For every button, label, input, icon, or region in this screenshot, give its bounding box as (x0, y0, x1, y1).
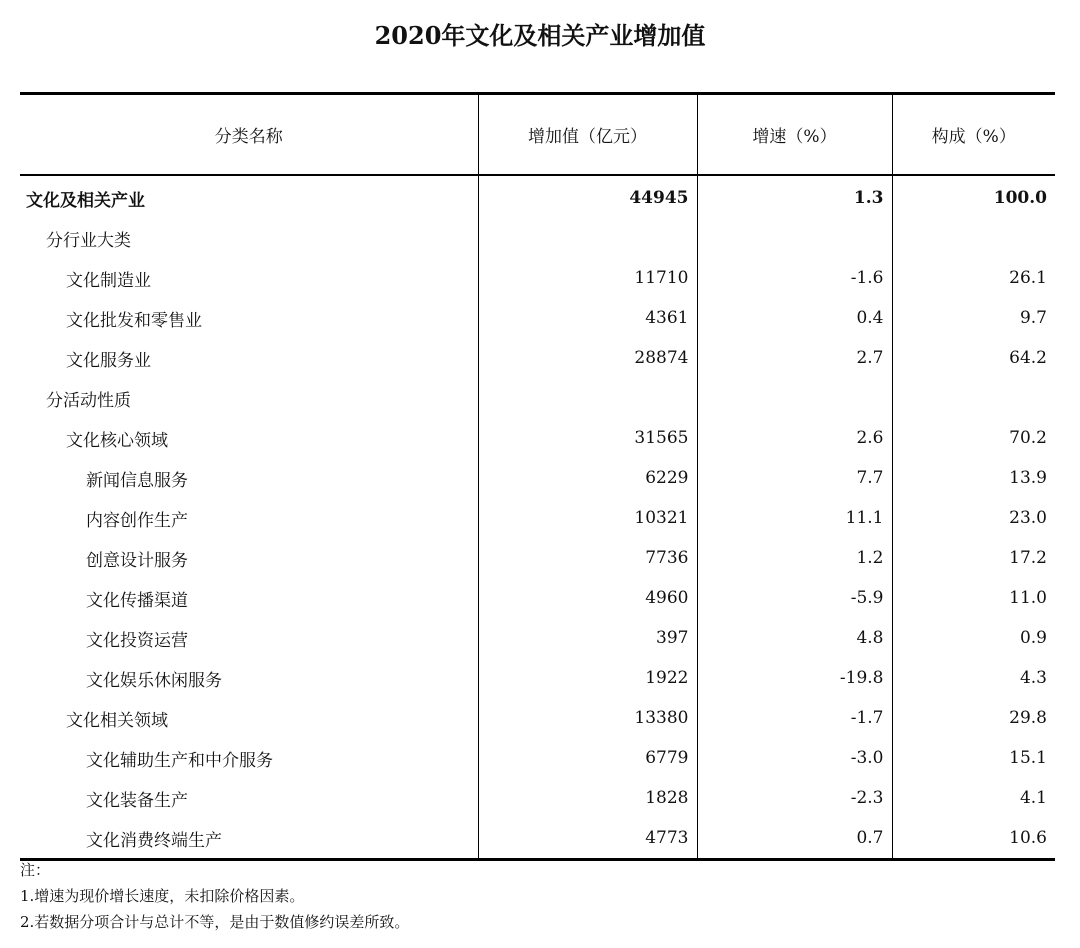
row-value-cell: 11710 (478, 258, 697, 298)
row-name-cell: 文化辅助生产和中介服务 (86, 750, 273, 771)
table-row (20, 418, 1055, 458)
row-growth-cell: 1.3 (697, 175, 892, 218)
row-share-cell: 100.0 (892, 175, 1055, 218)
row-name-cell: 文化传播渠道 (86, 590, 188, 611)
row-value-cell: 4361 (478, 298, 697, 338)
notes-heading: 注： (20, 861, 51, 879)
row-value-cell: 7736 (478, 538, 697, 578)
row-value-cell: 28874 (478, 338, 697, 378)
column-header-value: 增加值（亿元） (478, 94, 697, 176)
table-row (20, 698, 1055, 738)
row-name-cell: 分活动性质 (46, 390, 131, 411)
row-share-cell: 4.1 (892, 778, 1055, 818)
header-row (20, 94, 1055, 176)
row-name-cell: 文化消费终端生产 (86, 830, 222, 851)
row-value-cell (478, 218, 697, 258)
page-title: 2020年文化及相关产业增加值 (374, 21, 706, 50)
row-growth-cell: -19.8 (697, 658, 892, 698)
table-row (20, 378, 1055, 418)
row-share-cell: 0.9 (892, 618, 1055, 658)
row-growth-cell: 4.8 (697, 618, 892, 658)
row-growth-cell: -1.7 (697, 698, 892, 738)
table-row (20, 498, 1055, 538)
row-name-cell: 文化相关领域 (66, 710, 168, 731)
row-share-cell: 29.8 (892, 698, 1055, 738)
table-row (20, 458, 1055, 498)
row-value-cell: 1922 (478, 658, 697, 698)
row-name-cell: 文化及相关产业 (26, 190, 145, 211)
row-share-cell (892, 218, 1055, 258)
table-body (20, 175, 1055, 860)
row-name-cell: 文化娱乐休闲服务 (86, 670, 222, 691)
row-share-cell: 64.2 (892, 338, 1055, 378)
row-growth-cell: -5.9 (697, 578, 892, 618)
row-share-cell: 26.1 (892, 258, 1055, 298)
row-share-cell: 13.9 (892, 458, 1055, 498)
row-growth-cell: 2.6 (697, 418, 892, 458)
table-row (20, 658, 1055, 698)
row-growth-cell: 11.1 (697, 498, 892, 538)
row-name-cell: 内容创作生产 (86, 510, 188, 531)
row-name-cell: 创意设计服务 (86, 550, 188, 571)
note-item: 2.若数据分项合计与总计不等，是由于数值修约误差所致。 (20, 913, 410, 931)
data-table (20, 92, 1055, 861)
row-name-cell: 文化服务业 (66, 350, 151, 371)
table-row (20, 175, 1055, 218)
row-name-cell: 文化核心领域 (66, 430, 168, 451)
column-header-growth: 增速（%） (697, 94, 892, 176)
row-share-cell: 70.2 (892, 418, 1055, 458)
column-header-category: 分类名称 (20, 94, 478, 176)
row-value-cell: 397 (478, 618, 697, 658)
table-row (20, 618, 1055, 658)
row-value-cell: 10321 (478, 498, 697, 538)
notes (20, 857, 409, 935)
row-name-cell: 新闻信息服务 (86, 470, 188, 491)
row-value-cell: 4960 (478, 578, 697, 618)
row-share-cell: 23.0 (892, 498, 1055, 538)
row-share-cell (892, 378, 1055, 418)
row-growth-cell: 0.4 (697, 298, 892, 338)
row-value-cell: 1828 (478, 778, 697, 818)
row-name-cell: 文化制造业 (66, 270, 151, 291)
row-share-cell: 4.3 (892, 658, 1055, 698)
row-share-cell: 10.6 (892, 818, 1055, 860)
row-name-cell: 分行业大类 (46, 230, 131, 251)
table-row (20, 778, 1055, 818)
row-value-cell (478, 378, 697, 418)
row-growth-cell: -3.0 (697, 738, 892, 778)
row-growth-cell (697, 218, 892, 258)
row-share-cell: 11.0 (892, 578, 1055, 618)
table-row (20, 818, 1055, 860)
table-row (20, 218, 1055, 258)
row-value-cell: 6779 (478, 738, 697, 778)
table-row (20, 338, 1055, 378)
row-name-cell: 文化装备生产 (86, 790, 188, 811)
row-growth-cell: -2.3 (697, 778, 892, 818)
row-name-cell: 文化投资运营 (86, 630, 188, 651)
row-growth-cell: -1.6 (697, 258, 892, 298)
table-row (20, 738, 1055, 778)
row-name-cell: 文化批发和零售业 (66, 310, 202, 331)
row-value-cell: 31565 (478, 418, 697, 458)
row-growth-cell: 2.7 (697, 338, 892, 378)
row-share-cell: 17.2 (892, 538, 1055, 578)
table-row (20, 578, 1055, 618)
row-share-cell: 15.1 (892, 738, 1055, 778)
row-value-cell: 13380 (478, 698, 697, 738)
table-row (20, 298, 1055, 338)
column-header-share: 构成（%） (892, 94, 1055, 176)
table-row (20, 258, 1055, 298)
row-growth-cell: 0.7 (697, 818, 892, 860)
row-growth-cell (697, 378, 892, 418)
row-growth-cell: 7.7 (697, 458, 892, 498)
row-share-cell: 9.7 (892, 298, 1055, 338)
row-value-cell: 44945 (478, 175, 697, 218)
table-row (20, 538, 1055, 578)
row-value-cell: 6229 (478, 458, 697, 498)
note-item: 1.增速为现价增长速度，未扣除价格因素。 (20, 887, 305, 905)
row-value-cell: 4773 (478, 818, 697, 860)
row-growth-cell: 1.2 (697, 538, 892, 578)
